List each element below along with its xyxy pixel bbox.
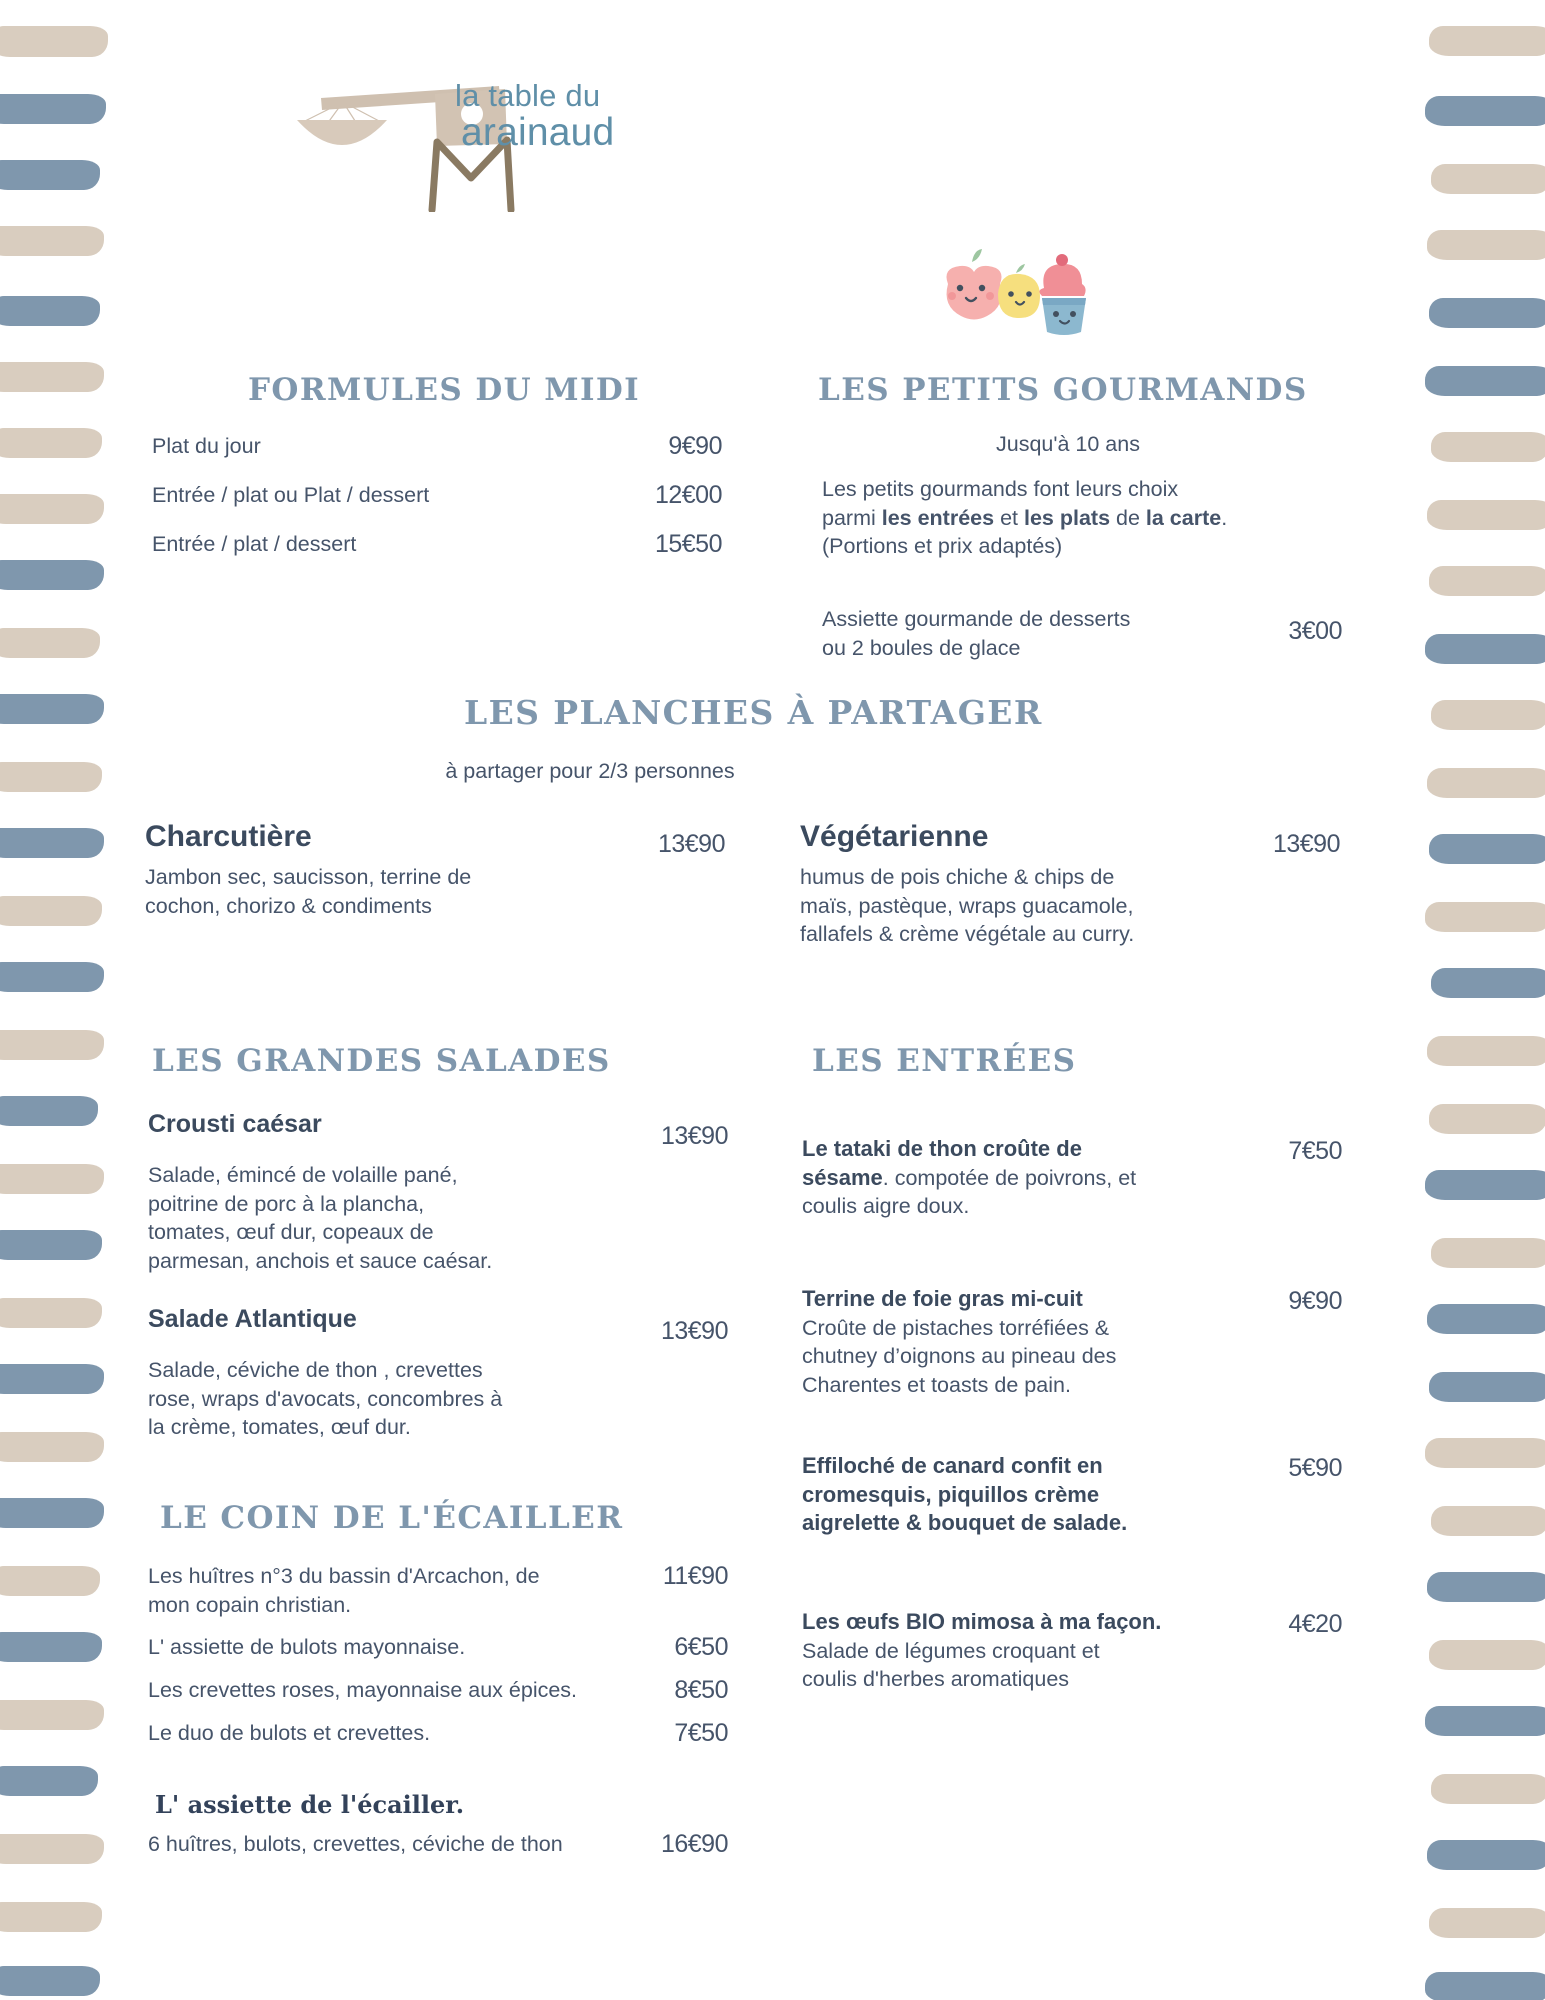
ecailler-row [148, 1633, 728, 1662]
entree-line-3: coulis aigre doux. [802, 1194, 970, 1219]
ecailler-price: 6€50 [674, 1633, 728, 1662]
formules-row [152, 432, 722, 461]
formules-label: Entrée / plat ou Plat / dessert [152, 483, 430, 507]
planches-subtitle: à partager pour 2/3 personnes [445, 759, 735, 783]
planche-name: Végétarienne [800, 820, 989, 853]
ecailler-platter-desc: 6 huîtres, bulots, crevettes, céviche de thon [148, 1832, 563, 1856]
entree-bold-line: Le tataki de thon croûte de [802, 1136, 1082, 1161]
entree-bold-line: Terrine de foie gras mi-cuit [802, 1286, 1083, 1311]
ecailler-row [148, 1719, 728, 1748]
entree-bold-part: sésame [802, 1164, 883, 1190]
planche-desc-line: fallafels & crème végétale au curry. [800, 922, 1135, 947]
entree-item-tataki [802, 1135, 1342, 1221]
entree-price: 7€50 [1288, 1137, 1342, 1165]
salade-name: Salade Atlantique [148, 1305, 357, 1333]
desc-bold-plats: les plats [1023, 505, 1111, 530]
planche-desc-line: cochon, chorizo & condiments [145, 893, 432, 918]
entree-price: 9€90 [1288, 1287, 1342, 1315]
planche-price: 13€90 [1272, 830, 1340, 858]
entree-bold-line: Effiloché de canard confit en [802, 1453, 1103, 1478]
formules-price: 15€50 [654, 530, 722, 558]
ecailler-list [148, 1562, 728, 1748]
entree-item-effiloche-canard [802, 1452, 1342, 1538]
entree-line-3: coulis d'herbes aromatiques [802, 1667, 1070, 1692]
planche-desc-line: maïs, pastèque, wraps guacamole, [800, 893, 1134, 918]
desc-bold-entrees: les entrées [881, 505, 995, 530]
salade-item-atlantique [148, 1303, 728, 1442]
section-heading-planches: LES PLANCHES À PARTAGER [464, 693, 1043, 732]
entree-item-terrine-foie-gras [802, 1285, 1342, 1399]
entree-bold-line: cromesquis, piquillos crème [802, 1481, 1100, 1507]
section-heading-formules: FORMULES DU MIDI [248, 372, 641, 408]
salade-desc-line: Salade, émincé de volaille pané, [148, 1163, 458, 1187]
entree-line-3: chutney d’oignons au pineau des [802, 1344, 1117, 1369]
ecailler-label-line: Le duo de bulots et crevettes. [148, 1721, 431, 1746]
formules-row [152, 481, 722, 510]
desc-part: de [1110, 505, 1146, 530]
ecailler-label-line: Les huîtres n°3 du bassin d'Arcachon, de [148, 1564, 540, 1588]
ecailler-label-line: mon copain christian. [148, 1592, 352, 1617]
decorative-stripes-right [1417, 0, 1545, 2000]
formules-label: Plat du jour [152, 434, 261, 458]
ecailler-platter-price: 16€90 [660, 1830, 728, 1858]
planche-name: Charcutière [145, 820, 312, 853]
desc-line-3: (Portions et prix adaptés) [822, 534, 1063, 559]
entree-line-4: Charentes et toasts de pain. [802, 1372, 1071, 1397]
logo-line-2: arainaud [461, 111, 615, 154]
section-heading-entrees: LES ENTRÉES [812, 1043, 1077, 1079]
desc-bold-carte: la carte [1145, 505, 1222, 530]
salade-name: Crousti caésar [148, 1110, 322, 1138]
ecailler-row [148, 1676, 728, 1705]
salade-desc-line: tomates, œuf dur, copeaux de [148, 1220, 434, 1245]
entree-text-part: . compotée de poivrons, et [882, 1165, 1137, 1190]
formules-price: 9€90 [668, 432, 722, 460]
salade-desc-line: poitrine de porc à la plancha, [148, 1191, 425, 1216]
petits-gourmands-description [822, 475, 1342, 561]
entree-item-oeufs-mimosa [802, 1608, 1342, 1694]
logo-wordmark [455, 80, 655, 152]
salade-price: 13€90 [660, 1317, 728, 1345]
salade-price: 13€90 [660, 1122, 728, 1150]
dessert-line-2: ou 2 boules de glace [822, 635, 1021, 660]
entree-line-2: Croûte de pistaches torréfiées & [802, 1315, 1110, 1340]
desc-part: et [994, 505, 1024, 530]
entree-line-2: Salade de légumes croquant et [802, 1638, 1100, 1663]
formules-price: 12€00 [654, 481, 722, 509]
formules-label: Entrée / plat / dessert [152, 532, 357, 556]
petits-gourmands-subtitle: Jusqu'à 10 ans [996, 432, 1140, 456]
planche-desc-line: Jambon sec, saucisson, terrine de [145, 865, 472, 889]
salade-item-crousti-caesar [148, 1108, 728, 1275]
entree-bold-line: Les œufs BIO mimosa à ma façon. [802, 1609, 1162, 1634]
planche-item-charcutiere [145, 820, 725, 920]
formules-list [152, 432, 722, 559]
desc-part: . [1221, 505, 1228, 530]
section-heading-ecailler: LE COIN DE L'ÉCAILLER [160, 1500, 624, 1536]
ecailler-price: 11€90 [662, 1562, 728, 1590]
section-heading-salades: LES GRANDES SALADES [152, 1043, 611, 1079]
salade-desc-line: parmesan, anchois et sauce caésar. [148, 1248, 493, 1273]
decorative-stripes-left [0, 0, 128, 2000]
planche-item-vegetarienne [800, 820, 1340, 949]
ecailler-platter-title: L' assiette de l'écailler. [155, 1790, 465, 1819]
desc-line-1: Les petits gourmands font leurs choix [822, 477, 1179, 501]
entree-bold-line: aigrelette & bouquet de salade. [802, 1510, 1128, 1536]
planche-desc-line: humus de pois chiche & chips de [800, 865, 1115, 889]
formules-row [152, 530, 722, 559]
salade-desc-line: Salade, céviche de thon , crevettes [148, 1358, 483, 1382]
ecailler-price: 8€50 [674, 1676, 728, 1705]
desc-part: parmi [822, 505, 882, 530]
section-heading-petits-gourmands: LES PETITS GOURMANDS [818, 372, 1308, 408]
salade-desc-line: la crème, tomates, œuf dur. [148, 1415, 411, 1440]
ecailler-row [148, 1562, 728, 1619]
restaurant-logo [285, 62, 645, 212]
entree-line-2 [802, 1164, 1232, 1193]
ecailler-price: 7€50 [674, 1719, 728, 1748]
ecailler-platter-row [148, 1830, 728, 1859]
ecailler-label-line: L' assiette de bulots mayonnaise. [148, 1635, 466, 1660]
logo-line-1: la table du [455, 78, 601, 113]
apple-lemon-cupcake-icon [940, 248, 1100, 338]
salade-desc-line: rose, wraps d'avocats, concombres à [148, 1386, 503, 1411]
ecailler-label-line: Les crevettes roses, mayonnaise aux épices. [148, 1678, 578, 1703]
dessert-price: 3€00 [1288, 617, 1342, 645]
entree-price: 4€20 [1288, 1610, 1342, 1638]
planche-price: 13€90 [657, 830, 725, 858]
entree-price: 5€90 [1288, 1454, 1342, 1482]
desc-line-2 [822, 504, 1342, 533]
dessert-row [822, 605, 1342, 662]
dessert-line-1: Assiette gourmande de desserts [822, 607, 1131, 631]
